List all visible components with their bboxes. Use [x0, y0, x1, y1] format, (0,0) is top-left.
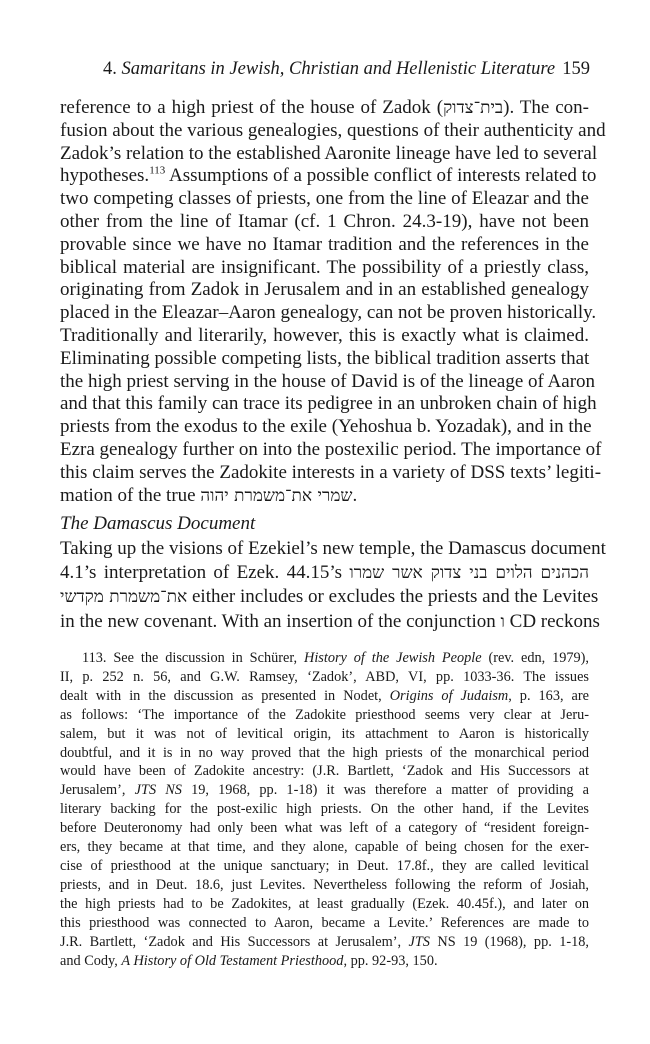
section-paragraph — [60, 537, 606, 634]
body-line: Eliminating possible competing lists, the biblical tradition asserts that — [60, 347, 590, 369]
footnote-reference[interactable]: 113 — [149, 165, 166, 178]
footnote-line: 113. See the discussion in Schürer, History of the Jewish People (rev. edn, 1979), — [82, 650, 590, 666]
footnote-line: before Deuteronomy had only been what was left of a category of “resident foreign- — [60, 820, 589, 837]
hebrew-text: שמרי את־משמרת יהוה — [200, 485, 353, 506]
body-line: Ezra genealogy further on into the postexilic period. The importance of — [60, 438, 602, 460]
body-line: two competing classes of priests, one from the line of Eleazar and the — [60, 188, 589, 210]
footnote-line: would have been of Zadokite ancestry: (J.R. Bartlett, ‘Zadok and His Successors at — [60, 763, 589, 780]
hebrew-text: את־משמרת מקדשי — [60, 587, 188, 607]
footnote-line: salem, but it was not of levitical origin, its attachment to Aaron is historically — [60, 725, 589, 742]
body-line: 4.1’s interpretation of Ezek. 44.15’s הכהנים הלוים בני צדוק אשר שמרו — [60, 561, 589, 583]
hebrew-text: בית־צדוק — [443, 98, 504, 118]
footnote-line: priests, and in Deut. 18.6, just Levites. Nevertheless following the reform of Josiah, — [60, 876, 589, 893]
body-line: originating from Zadok in Jerusalem and in an established genealogy — [60, 279, 589, 301]
body-line: fusion about the various genealogies, questions of their authenticity and — [60, 119, 606, 141]
hebrew-text: ו — [500, 611, 505, 632]
page-number: 159 — [562, 59, 590, 79]
body-line: Taking up the visions of Ezekiel’s new temple, the Damascus document — [60, 538, 606, 559]
body-line: Traditionally and literarily, however, this is exactly what is claimed. — [60, 324, 589, 346]
body-line: placed in the Eleazar–Aaron genealogy, can not be proven historically. — [60, 302, 597, 324]
footnote-line: Jerusalem’, JTS NS 19, 1968, pp. 1-18) it was therefore a matter of providing a — [60, 782, 590, 799]
body-line: provable since we have no Itamar tradition and the references in the — [60, 233, 589, 255]
body-line: mation of the true שמרי את־משמרת יהוה. — [60, 484, 358, 506]
footnote-line: as follows: ‘The importance of the Zadokite priesthood seems very clear at Jeru- — [60, 706, 589, 723]
footnote-line: the high priests had to be Zadokites, at least gradually (Ezek. 40.45f.), and later on — [60, 895, 589, 912]
body-line: other from the line of Itamar (cf. 1 Chron. 24.3-19), have not been — [60, 210, 589, 232]
running-title: Samaritans in Jewish, Christian and Hellenistic Literature — [121, 59, 556, 79]
body-line: reference to a high priest of the house of Zadok (בית־צדוק). The con- — [60, 97, 589, 118]
body-line: Zadok’s relation to the established Aaronite lineage have led to several — [60, 142, 598, 164]
body-line: את־משמרת מקדשי either includes or excludes the priests and the Levites — [60, 586, 599, 607]
body-line: this claim serves the Zadokite interests in a variety of DSS texts’ legiti- — [60, 461, 602, 483]
footnote-line: ers, they became at that time, and they alone, capable of being chosen for the exer- — [60, 839, 589, 856]
footnote-line: this priesthood was connected to Aaron, became a Levite.’ References are made to — [60, 914, 589, 931]
body-line: the high priest serving in the house of David is of the lineage of Aaron — [60, 370, 596, 392]
chapter-number: 4. — [103, 59, 117, 79]
footnote — [60, 649, 589, 970]
body-line: in the new covenant. With an insertion of the conjunction ו CD reckons — [60, 610, 600, 632]
footnote-line: J.R. Bartlett, ‘Zadok and His Successors at Jerusalem’, JTS NS 19 (1968), pp. 1-18, — [60, 933, 589, 950]
body-line: and that this family can trace its pedigree in an unbroken chain of high — [60, 393, 597, 415]
running-header — [103, 57, 590, 81]
body-line: biblical material are insignificant. The possibility of a priestly class, — [60, 256, 589, 278]
hebrew-text: הכהנים הלוים בני צדוק אשר שמרו — [349, 562, 589, 583]
section-heading: The Damascus Document — [60, 513, 256, 534]
footnote-line: and Cody, A History of Old Testament Priesthood, pp. 92-93, 150. — [60, 952, 438, 969]
footnote-line: dealt with in the discussion as presented in Nodet, Origins of Judaism, p. 163, are — [60, 687, 589, 704]
body-line: priests from the exodus to the exile (Yehoshua b. Yozadak), and in the — [60, 416, 592, 438]
main-paragraph — [60, 97, 606, 507]
footnote-line: doubtful, and it is in no way proved that the high priests of the monarchical period — [60, 744, 589, 761]
footnote-line: cise of priesthood at the unique sanctuary; in Deut. 17.8f., they are called levitical — [60, 857, 589, 874]
body-line: hypotheses.$^{113}$ Assumptions of a possible conflict of interests related to — [60, 165, 597, 187]
footnote-line: II, p. 252 n. 56, and G.W. Ramsey, ‘Zadok’, ABD, VI, pp. 1033-36. The issues — [60, 668, 589, 685]
footnote-line: literary backing for the post-exilic high priests. On the other hand, if the Levites — [60, 801, 589, 818]
